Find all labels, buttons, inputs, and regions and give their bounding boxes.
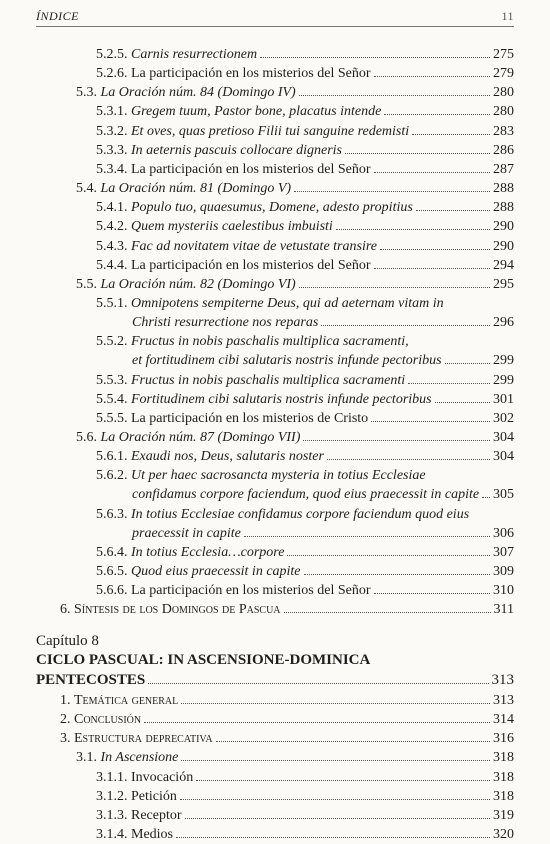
toc-entry	[96, 447, 514, 466]
entry-number: 3.	[60, 731, 71, 747]
toc-entry	[96, 581, 514, 600]
dot-leader	[327, 459, 490, 460]
toc-entry	[132, 524, 514, 543]
header-rule	[36, 26, 514, 27]
entry-text: Petición	[131, 788, 177, 804]
entry-title	[96, 390, 432, 409]
entry-page: 275	[493, 47, 514, 62]
entry-text-continued: et fortitudinem cibi salutaris nostris infunde pectoribus	[132, 353, 442, 369]
entry-number: 3.1.1.	[96, 769, 128, 785]
entry-title	[96, 543, 284, 562]
toc-entry	[96, 122, 514, 141]
entry-text-continued: praecessit in capite	[132, 525, 241, 541]
entry-page: 283	[493, 123, 514, 139]
dot-leader	[144, 722, 490, 723]
entry-title	[76, 748, 178, 767]
chapter-title-line	[36, 671, 514, 690]
entry-text: Fructus in nobis paschalis multiplica sacramenti,	[131, 334, 409, 350]
chapter-label: Capítulo 8	[36, 632, 99, 649]
toc-entry-first-line	[96, 466, 514, 485]
entry-number: 1.	[60, 692, 71, 708]
entry-title	[60, 729, 213, 748]
toc-entry	[96, 543, 514, 562]
entry-title	[76, 179, 291, 198]
entry-text: Quod eius praecessit in capite	[131, 564, 301, 580]
entry-number: 5.3.4.	[96, 161, 128, 177]
entry-number: 5.3.	[76, 85, 97, 101]
toc-entry	[76, 83, 514, 102]
dot-leader	[408, 383, 490, 384]
entry-number: 5.6.4.	[96, 544, 128, 560]
entry-title	[96, 787, 177, 806]
entry-page: 296	[493, 315, 514, 331]
entry-title	[96, 371, 405, 390]
entry-title	[96, 141, 342, 160]
entry-number: 5.5.3.	[96, 372, 128, 388]
entry-text-continued: confidamus corpore faciendum, quod eius praecessit in capite	[132, 487, 480, 503]
dot-leader	[216, 741, 490, 742]
entry-number: 5.4.4.	[96, 257, 128, 273]
toc-entry	[96, 256, 514, 275]
toc-entry	[132, 313, 514, 332]
entry-text: La participación en los misterios del Señor	[131, 257, 371, 273]
entry-title	[96, 102, 381, 121]
dot-leader	[185, 818, 490, 819]
entry-page: 287	[493, 161, 514, 177]
toc-entry-first-line	[96, 505, 514, 524]
entry-title	[60, 600, 281, 619]
entry-text: Carnis resurrectionem	[131, 47, 258, 62]
entry-title	[96, 64, 371, 83]
entry-title	[96, 562, 301, 581]
entry-text: Gregem tuum, Pastor bone, placatus intende	[131, 104, 382, 120]
entry-page: 318	[493, 788, 514, 804]
dot-leader	[176, 837, 490, 838]
dot-leader	[374, 593, 491, 594]
entry-number: 5.3.1.	[96, 104, 128, 120]
entry-page: 294	[493, 257, 514, 273]
toc-entry	[76, 179, 514, 198]
dot-leader	[303, 440, 490, 441]
entry-page: 313	[493, 692, 514, 708]
entry-number: 5.2.6.	[96, 66, 128, 82]
entry-page: 286	[493, 142, 514, 158]
entry-text: Medios	[131, 827, 173, 842]
dot-leader	[260, 57, 490, 58]
toc-entry	[76, 748, 514, 767]
dot-leader	[435, 402, 490, 403]
entry-text: La participación en los misterios del Señor	[131, 583, 371, 599]
entry-number: 5.2.5.	[96, 47, 128, 62]
entry-title	[96, 581, 371, 600]
toc-entry	[96, 806, 514, 825]
entry-number: 5.5.2.	[96, 334, 128, 350]
entry-number: 5.6.6.	[96, 583, 128, 599]
entry-text: Síntesis de los Domingos de Pascua	[74, 602, 281, 618]
entry-text: Fortitudinem cibi salutaris nostris infunde pectoribus	[131, 391, 432, 407]
entry-page: 295	[493, 276, 514, 292]
toc-entry	[96, 562, 514, 581]
entry-page: 280	[493, 85, 514, 101]
entry-title	[96, 409, 368, 428]
chapter-title-continued: PENTECOSTES	[36, 671, 146, 688]
chapter-title: CICLO PASCUAL: IN ASCENSIONE-DOMINICA	[36, 651, 371, 668]
entry-text: In totius Ecclesiae confidamus corpore faciendum quod eius	[131, 506, 470, 522]
toc-entry	[60, 710, 514, 729]
toc-entry	[76, 275, 514, 294]
entry-page: 279	[493, 66, 514, 82]
entry-page: 305	[493, 487, 514, 503]
entry-text: Fructus in nobis paschalis multiplica sacramenti	[131, 372, 406, 388]
entry-page: 301	[493, 391, 514, 407]
toc-entry	[96, 141, 514, 160]
toc-entry	[76, 428, 514, 447]
entry-page: 304	[493, 430, 514, 445]
entry-title	[96, 768, 193, 787]
entry-title	[96, 825, 173, 844]
entry-text: La Oración núm. 82 (Domingo VI)	[100, 276, 296, 292]
dot-leader	[482, 497, 490, 498]
dot-leader	[284, 612, 491, 613]
entry-text-continued: Christi resurrectione nos reparas	[132, 315, 319, 331]
entry-text: Temática general	[74, 692, 179, 708]
entry-text: La participación en los misterios del Señor	[131, 66, 371, 82]
entry-title	[96, 237, 377, 256]
entry-page: 299	[493, 372, 514, 388]
entry-title	[60, 710, 141, 729]
entry-number: 3.1.4.	[96, 827, 128, 842]
running-header	[36, 6, 514, 24]
toc-entry-first-line	[96, 294, 514, 313]
entry-page: 318	[493, 769, 514, 785]
entry-title	[76, 428, 300, 447]
entry-text: La Oración núm. 84 (Domingo IV)	[100, 85, 296, 101]
entry-text: La participación en los misterios de Cristo	[131, 410, 369, 426]
entry-text: Populo tuo, quaesumus, Domene, adesto propitius	[131, 200, 413, 216]
entry-page: 311	[493, 602, 514, 618]
entry-page: 280	[493, 104, 514, 120]
toc-entry	[96, 371, 514, 390]
toc-entry	[96, 198, 514, 217]
entry-page: 310	[493, 583, 514, 599]
dot-leader	[384, 114, 490, 115]
dot-leader	[336, 229, 490, 230]
entry-text: In aeternis pascuis collocare digneris	[131, 142, 343, 158]
entry-text: La Oración núm. 81 (Domingo V)	[100, 181, 292, 197]
entry-title	[96, 45, 257, 64]
dot-leader	[371, 421, 490, 422]
dot-leader	[416, 210, 490, 211]
toc-entry	[132, 485, 514, 504]
entry-title	[96, 296, 444, 311]
entry-number: 5.5.1.	[96, 295, 128, 311]
toc-entry	[96, 160, 514, 179]
dot-leader	[445, 363, 490, 364]
entry-number: 5.6.5.	[96, 564, 128, 580]
entry-page: 319	[493, 807, 514, 823]
entry-number: 5.6.	[76, 430, 97, 445]
toc-entry	[96, 825, 514, 844]
dot-leader	[374, 76, 491, 77]
dot-leader	[299, 287, 490, 288]
entry-page: 318	[493, 750, 514, 766]
page-number: 11	[501, 9, 514, 23]
entry-page: 290	[493, 219, 514, 235]
entry-number: 5.5.4.	[96, 391, 128, 407]
dot-leader	[294, 191, 490, 192]
toc-entry	[132, 351, 514, 370]
entry-number: 5.6.3.	[96, 506, 128, 522]
dot-leader	[244, 536, 490, 537]
entry-number: 5.6.1.	[96, 449, 128, 465]
entry-page: 316	[493, 731, 514, 747]
toc-entry	[60, 729, 514, 748]
dot-leader	[304, 574, 490, 575]
entry-text: Conclusión	[74, 712, 142, 728]
toc-entry	[60, 600, 514, 619]
entry-title	[96, 507, 469, 522]
entry-title	[96, 256, 371, 275]
entry-page: 290	[493, 238, 514, 254]
entry-text: Invocación	[131, 769, 194, 785]
dot-leader	[181, 703, 490, 704]
chapter-page: 313	[491, 671, 514, 688]
entry-number: 6.	[60, 602, 71, 618]
entry-text: Quem mysteriis caelestibus imbuisti	[131, 219, 333, 235]
dot-leader	[196, 780, 490, 781]
dot-leader	[321, 325, 490, 326]
entry-number: 3.1.	[76, 750, 97, 766]
entry-text: Exaudi nos, Deus, salutaris noster	[131, 449, 324, 465]
entry-number: 3.1.2.	[96, 788, 128, 804]
entry-number: 5.3.2.	[96, 123, 128, 139]
entry-number: 3.1.3.	[96, 807, 128, 823]
entry-text: Et oves, quas pretioso Filii tui sanguine redemisti	[131, 123, 410, 139]
dot-leader	[181, 760, 490, 761]
entry-title	[96, 217, 333, 236]
entry-number: 5.4.2.	[96, 219, 128, 235]
entry-number: 5.6.2.	[96, 468, 128, 484]
toc-entry	[96, 390, 514, 409]
dot-leader	[180, 799, 490, 800]
entry-title	[60, 691, 178, 710]
entry-page: 309	[493, 564, 514, 580]
entry-text: Fac ad novitatem vitae de vetustate transire	[131, 238, 377, 254]
running-title: ÍNDICE	[36, 9, 79, 23]
entry-title	[96, 160, 371, 179]
entry-number: 5.4.3.	[96, 238, 128, 254]
entry-page: 307	[493, 544, 514, 560]
entry-page: 304	[493, 449, 514, 465]
entry-text: Omnipotens sempiterne Deus, qui ad aeternam vitam in	[131, 295, 444, 311]
entry-text: Estructura deprecativa	[74, 731, 213, 747]
entry-title	[96, 447, 324, 466]
dot-leader	[374, 172, 491, 173]
toc-entry	[60, 691, 514, 710]
entry-title	[76, 275, 296, 294]
entry-text: La participación en los misterios del Señor	[131, 161, 371, 177]
toc-entry	[96, 102, 514, 121]
dot-leader	[374, 268, 491, 269]
dot-leader	[299, 95, 490, 96]
entry-text: In totius Ecclesia…corpore	[131, 544, 285, 560]
toc-entry	[96, 45, 514, 64]
entry-page: 288	[493, 200, 514, 216]
entry-title	[96, 198, 413, 217]
entry-number: 2.	[60, 712, 71, 728]
entry-title	[96, 122, 409, 141]
entry-page: 288	[493, 181, 514, 197]
entry-number: 5.4.1.	[96, 200, 128, 216]
dot-leader	[380, 249, 490, 250]
entry-page: 320	[493, 827, 514, 842]
entry-number: 5.3.3.	[96, 142, 128, 158]
entry-number: 5.4.	[76, 181, 97, 197]
entry-title	[96, 334, 409, 349]
toc-entry	[96, 787, 514, 806]
entry-title	[96, 468, 426, 483]
entry-title	[76, 83, 296, 102]
entry-text: Receptor	[131, 807, 182, 823]
toc-entry	[96, 409, 514, 428]
entry-page: 306	[493, 525, 514, 541]
dot-leader	[148, 683, 488, 684]
entry-page: 302	[493, 410, 514, 426]
dot-leader	[412, 134, 490, 135]
toc-entry	[96, 768, 514, 787]
toc-entry	[96, 217, 514, 236]
entry-title	[96, 806, 182, 825]
entry-number: 5.5.5.	[96, 410, 128, 426]
entry-text: La Oración núm. 87 (Domingo VII)	[100, 430, 301, 445]
entry-text: Ut per haec sacrosancta mysteria in totius Ecclesiae	[131, 468, 426, 484]
toc-entry	[96, 64, 514, 83]
entry-text: In Ascensione	[100, 750, 179, 766]
toc-entry	[96, 237, 514, 256]
entry-page: 314	[493, 712, 514, 728]
entry-page: 299	[493, 353, 514, 369]
dot-leader	[287, 555, 490, 556]
dot-leader	[345, 153, 490, 154]
entry-number: 5.5.	[76, 276, 97, 292]
toc-entry-first-line	[96, 332, 514, 351]
